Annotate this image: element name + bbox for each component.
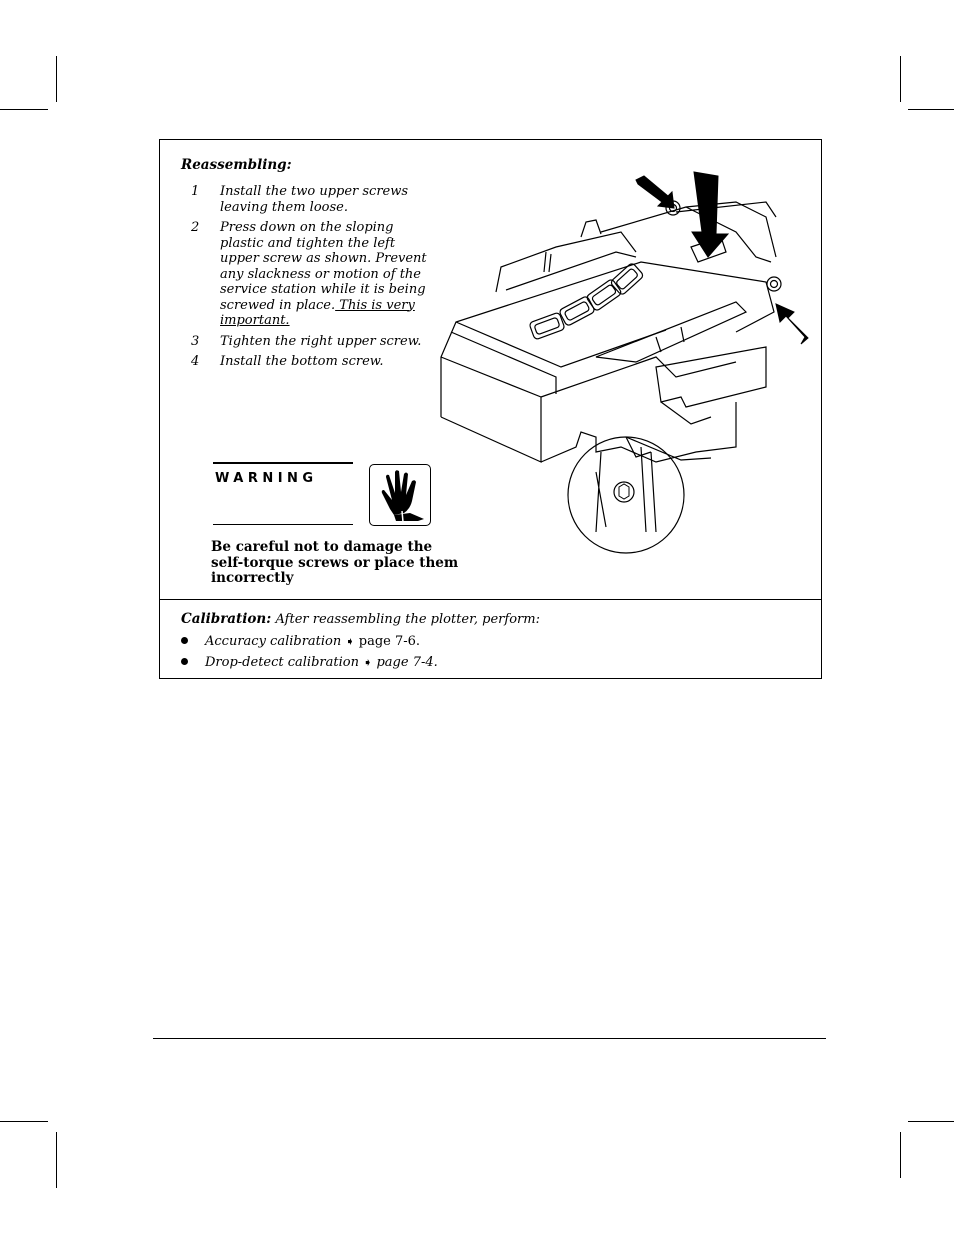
hand-warning-icon bbox=[369, 464, 431, 526]
arrow-right-icon: ➧ bbox=[345, 635, 355, 648]
service-station-illustration bbox=[436, 162, 818, 554]
crop-mark bbox=[908, 1121, 954, 1122]
step-text: Install the two upper screws leaving them loose. bbox=[220, 184, 409, 215]
reassembling-heading: Reassembling: bbox=[181, 157, 292, 173]
calibration-item-label: Drop-detect calibration bbox=[205, 655, 359, 670]
crop-mark bbox=[908, 109, 954, 110]
step-text: Tighten the right upper screw. bbox=[220, 333, 422, 349]
calibration-item-page[interactable]: page 7-6. bbox=[358, 634, 421, 649]
crop-mark bbox=[0, 109, 48, 110]
step-number: 2 bbox=[191, 220, 200, 235]
step-number: 1 bbox=[191, 184, 200, 199]
calibration-item-page[interactable]: page 7-4. bbox=[376, 655, 438, 670]
step-number: 4 bbox=[191, 354, 200, 369]
steps-list bbox=[188, 184, 428, 375]
calibration-item bbox=[181, 634, 420, 649]
calibration-line bbox=[181, 611, 540, 627]
step-item bbox=[188, 220, 428, 329]
crop-mark bbox=[56, 1132, 57, 1188]
step-text: Press down on the sloping plastic and tighten the left upper screw as shown. Prevent any slackness or motion of the service station while it is being screwed in place. bbox=[220, 220, 427, 313]
procedure-box bbox=[159, 139, 822, 679]
calibration-heading: Calibration: bbox=[181, 611, 272, 627]
warning-text: Be careful not to damage the self-torque screws or place them incorrectly bbox=[211, 539, 459, 586]
warning-rule-top bbox=[213, 462, 353, 464]
warning-rule-bottom bbox=[213, 524, 353, 525]
step-item bbox=[188, 184, 428, 215]
calibration-item bbox=[181, 655, 438, 670]
arrow-right-icon: ➧ bbox=[363, 656, 373, 669]
crop-mark bbox=[900, 1132, 901, 1178]
warning-label: WARNING bbox=[215, 471, 318, 486]
section-divider bbox=[160, 599, 821, 600]
calibration-item-label: Accuracy calibration bbox=[205, 634, 342, 649]
crop-mark bbox=[900, 56, 901, 102]
bullet-icon bbox=[181, 658, 188, 665]
crop-mark bbox=[56, 56, 57, 102]
footer-rule bbox=[153, 1038, 826, 1039]
step-number: 3 bbox=[191, 333, 200, 349]
step-item bbox=[188, 334, 428, 350]
step-emphasis: This is very important. bbox=[220, 297, 415, 328]
step-text: Install the bottom screw. bbox=[220, 354, 384, 369]
calibration-text: After reassembling the plotter, perform: bbox=[275, 612, 540, 627]
bullet-icon bbox=[181, 637, 188, 644]
crop-mark bbox=[0, 1121, 48, 1122]
step-item bbox=[188, 354, 428, 370]
